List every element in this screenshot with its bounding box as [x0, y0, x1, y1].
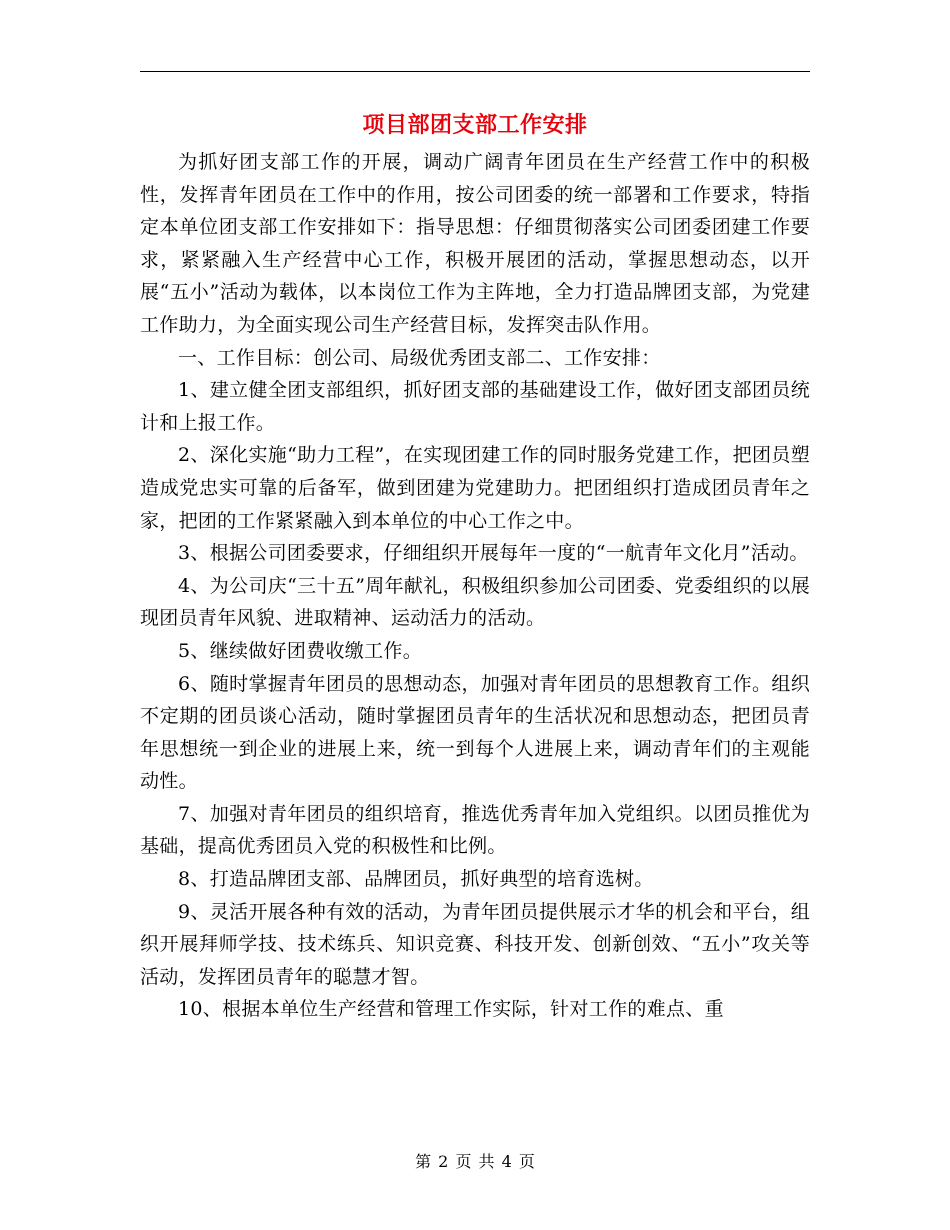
paragraph-goals: 一、工作目标：创公司、局级优秀团支部二、工作安排： — [178, 346, 661, 369]
paragraph-item-3: 3、根据公司团委要求，仔细组织开展每年一度的“一航青年文化月”活动。 — [178, 542, 809, 565]
paragraph-item-7: 7、加强对青年团员的组织培育，推选优秀青年加入党组织。以团员推优为基础，提高优秀团员入党的积极性和比例。 — [140, 802, 810, 858]
paragraph-item-1: 1、建立健全团支部组织，抓好团支部的基础建设工作，做好团支部团员统计和上报工作。 — [140, 379, 810, 434]
paragraph-item-9: 9、灵活开展各种有效的活动，为青年团员提供展示才华的机会和平台，组织开展拜师学技、技术练兵、知识竞赛、科技开发、创新创效、“五小”攻关等活动，发挥团员青年的聪慧才智。 — [140, 900, 810, 988]
paragraph-item-5: 5、继续做好团费收缴工作。 — [178, 639, 422, 662]
header-rule — [140, 71, 810, 72]
paragraph-item-2: 2、深化实施“助力工程”，在实现团建工作的同时服务党建工作，把团员塑造成党忠实可靠的后备军，做到团建为党建助力。把团组织打造成团员青年之家，把团的工作紧紧融入到本单位的中心工作之中。 — [140, 444, 810, 532]
paragraph-item-4: 4、为公司庆“三十五”周年献礼，积极组织参加公司团委、党委组织的以展现团员青年风貌、进取精神、运动活力的活动。 — [140, 574, 810, 630]
paragraph-item-8: 8、打造品牌团支部、品牌团员，抓好典型的培育选树。 — [178, 868, 654, 891]
document-body — [140, 146, 810, 1026]
page-number: 第 2 页 共 4 页 — [415, 1152, 535, 1171]
paragraph-intro: 为抓好团支部工作的开展，调动广阔青年团员在生产经营工作中的积极性，发挥青年团员在工作中的作用，按公司团委的统一部署和工作要求，特指定本单位团支部工作安排如下：指导思想：仔细贯彻落实公司团委团建工作要求，紧紧融入生产经营中心工作，积极开展团的活动，掌握思想动态，以开展“五小”活动为载体，以本岗位工作为主阵地，全力打造品牌团支部，为党建工作助力，为全面实现公司生产经营目标，发挥突击队作用。 — [140, 151, 810, 336]
paragraph-item-6: 6、随时掌握青年团员的思想动态，加强对青年团员的思想教育工作。组织不定期的团员谈心活动，随时掌握团员青年的生活状况和思想动态，把团员青年思想统一到企业的进展上来，统一到每个人进展上来，调动青年们的主观能动性。 — [140, 672, 810, 793]
document-title: 项目部团支部工作安排 — [362, 112, 588, 138]
paragraph-item-10: 10、根据本单位生产经营和管理工作实际，针对工作的难点、重 — [178, 998, 724, 1021]
